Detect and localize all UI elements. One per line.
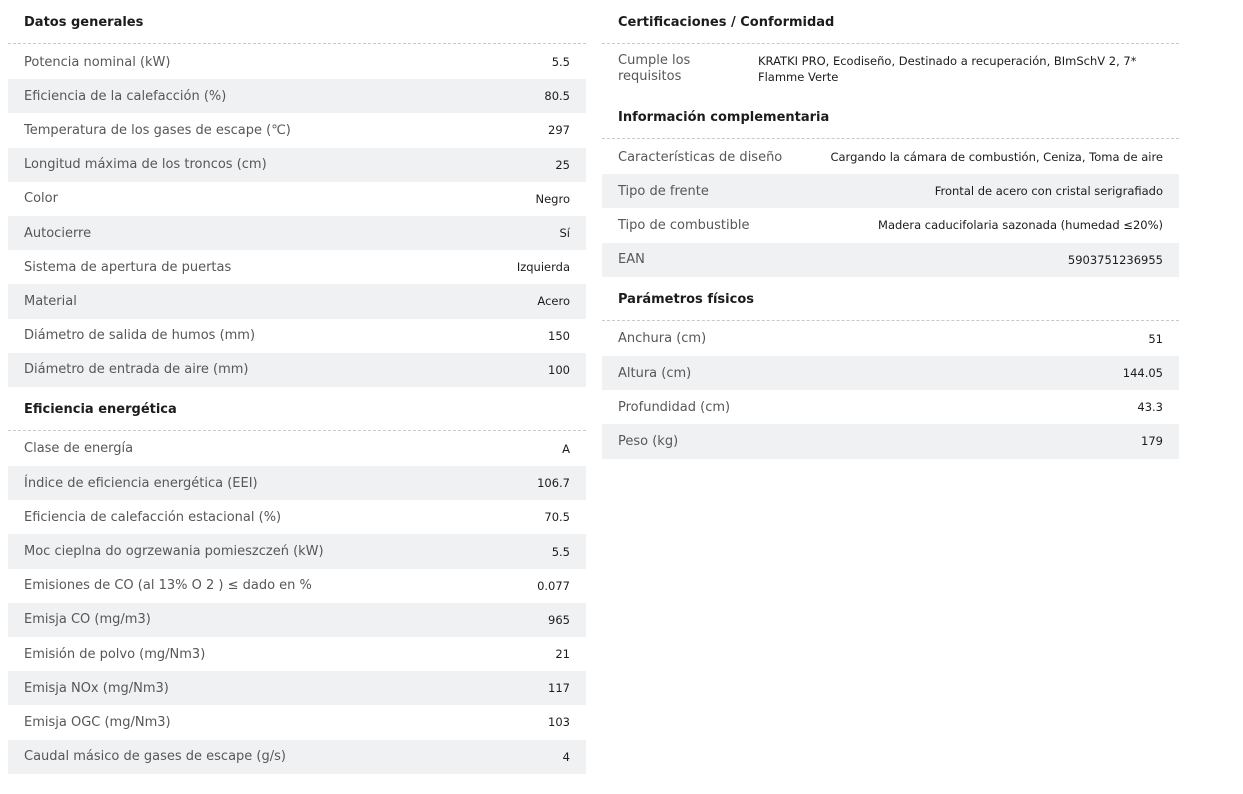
spec-row	[602, 424, 1179, 458]
spec-label: Diámetro de entrada de aire (mm)	[24, 362, 249, 378]
spec-value: 100	[548, 362, 570, 377]
spec-value: 5.5	[551, 544, 570, 559]
spec-value: 4	[562, 749, 570, 764]
section-datos-generales	[8, 0, 586, 387]
spec-row	[8, 250, 586, 284]
spec-value: 0.077	[537, 578, 570, 593]
spec-value: 179	[1141, 434, 1163, 449]
spec-row	[8, 500, 586, 534]
spec-label: Autocierre	[24, 225, 92, 241]
spec-row	[8, 740, 586, 774]
section-title: Información complementaria	[602, 95, 1179, 139]
spec-value: 51	[1148, 331, 1163, 346]
spec-value: 965	[548, 612, 570, 627]
spec-row	[8, 637, 586, 671]
spec-value: 106.7	[537, 476, 570, 491]
spec-value: Negro	[535, 191, 570, 206]
spec-label: Índice de eficiencia energética (EEI)	[24, 475, 258, 491]
spec-row	[602, 390, 1179, 424]
spec-value: 5.5	[551, 55, 570, 70]
spec-row	[8, 148, 586, 182]
spec-row	[8, 603, 586, 637]
section-title: Parámetros físicos	[602, 277, 1179, 321]
spec-label: Sistema de apertura de puertas	[24, 259, 232, 275]
spec-label: Profundidad (cm)	[618, 399, 731, 415]
spec-value: 103	[548, 715, 570, 730]
spec-label: EAN	[618, 252, 645, 268]
spec-row	[8, 466, 586, 500]
spec-row	[8, 45, 586, 79]
spec-row	[8, 671, 586, 705]
spec-label: Emisja CO (mg/m3)	[24, 612, 151, 628]
spec-value: 144.05	[1122, 366, 1163, 381]
section-informacion-complementaria	[602, 95, 1179, 277]
spec-label: Potencia nominal (kW)	[24, 54, 171, 70]
spec-label: Peso (kg)	[618, 433, 679, 449]
section-parametros-fisicos	[602, 277, 1179, 459]
spec-row	[8, 432, 586, 466]
section-title: Certificaciones / Conformidad	[602, 0, 1179, 44]
spec-label: Longitud máxima de los troncos (cm)	[24, 157, 267, 173]
spec-label: Tipo de frente	[618, 183, 709, 199]
section-eficiencia-energetica	[8, 387, 586, 774]
spec-row	[8, 113, 586, 147]
spec-row	[602, 322, 1179, 356]
spec-value: A	[562, 441, 570, 456]
spec-value: Frontal de acero con cristal serigrafiado	[934, 184, 1163, 199]
spec-value: KRATKI PRO, Ecodiseño, Destinado a recuperación, BImSchV 2, 7* Flamme Verte	[758, 54, 1137, 84]
spec-row	[602, 208, 1179, 242]
spec-row	[602, 45, 1179, 95]
spec-value: 80.5	[544, 89, 570, 104]
spec-label: Anchura (cm)	[618, 331, 707, 347]
spec-value: 21	[555, 647, 570, 662]
section-title: Eficiencia energética	[8, 387, 586, 431]
spec-value: 70.5	[544, 510, 570, 525]
spec-label: Moc cieplna do ogrzewania pomieszczeń (kW)	[24, 544, 324, 560]
spec-label: Emisja OGC (mg/Nm3)	[24, 714, 171, 730]
spec-value: 150	[548, 328, 570, 343]
spec-value: 43.3	[1137, 400, 1163, 415]
right-column	[602, 0, 1179, 459]
spec-value: 297	[548, 123, 570, 138]
spec-row	[8, 353, 586, 387]
spec-value: Sí	[559, 226, 570, 241]
spec-label: Caudal másico de gases de escape (g/s)	[24, 749, 286, 765]
spec-label: Cumple los requisitos	[618, 53, 691, 84]
section-title: Datos generales	[8, 0, 586, 44]
spec-label: Altura (cm)	[618, 365, 692, 381]
spec-label: Tipo de combustible	[618, 217, 750, 233]
spec-value: 117	[548, 681, 570, 696]
spec-row	[8, 216, 586, 250]
spec-row	[8, 182, 586, 216]
spec-label: Emisión de polvo (mg/Nm3)	[24, 646, 206, 662]
spec-row	[602, 243, 1179, 277]
spec-label: Material	[24, 293, 77, 309]
spec-label: Emisja NOx (mg/Nm3)	[24, 680, 169, 696]
spec-row	[8, 319, 586, 353]
spec-row	[8, 569, 586, 603]
spec-row	[602, 356, 1179, 390]
spec-label: Características de diseño	[618, 149, 783, 165]
spec-label: Emisiones de CO (al 13% O 2 ) ≤ dado en %	[24, 578, 312, 594]
spec-value: 5903751236955	[1067, 252, 1163, 267]
spec-row	[8, 284, 586, 318]
spec-label: Temperatura de los gases de escape (℃)	[24, 122, 291, 138]
spec-value: Madera caducifolaria sazonada (humedad ≤20%)	[878, 218, 1163, 233]
spec-label: Clase de energía	[24, 441, 134, 457]
spec-value: 25	[555, 157, 570, 172]
spec-row	[602, 174, 1179, 208]
spec-label: Eficiencia de la calefacción (%)	[24, 88, 227, 104]
left-column	[8, 0, 586, 774]
spec-value: Acero	[537, 294, 570, 309]
spec-row	[8, 79, 586, 113]
spec-label: Color	[24, 191, 58, 207]
spec-row	[8, 534, 586, 568]
spec-row	[602, 140, 1179, 174]
spec-value: Cargando la cámara de combustión, Ceniza, Toma de aire	[830, 150, 1163, 165]
spec-value: Izquierda	[516, 260, 570, 275]
spec-row	[8, 705, 586, 739]
spec-label: Eficiencia de calefacción estacional (%)	[24, 509, 282, 525]
spec-label: Diámetro de salida de humos (mm)	[24, 328, 256, 344]
section-certificaciones	[602, 0, 1179, 95]
